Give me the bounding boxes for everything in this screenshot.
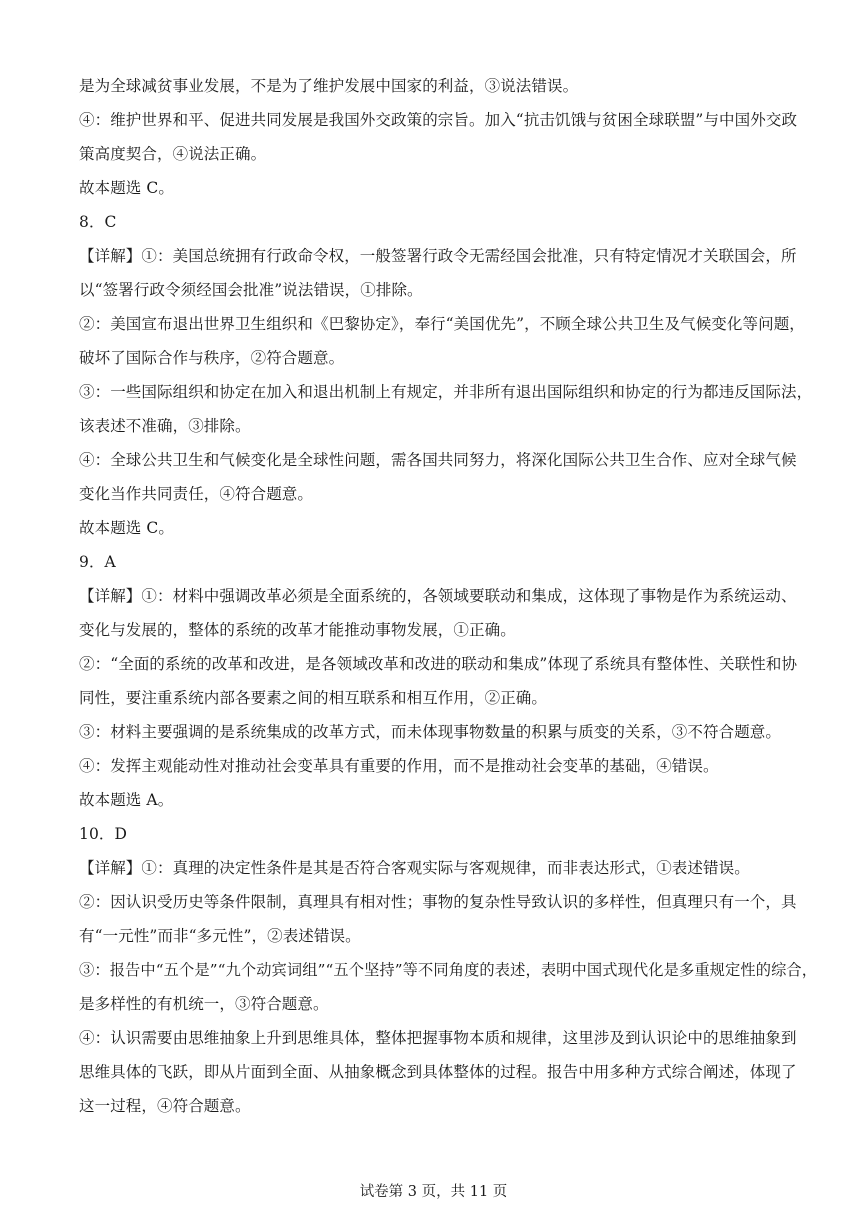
text-line: ④：全球公共卫生和气候变化是全球性问题，需各国共同努力，将深化国际公共卫生合作、应对全球气候 — [79, 451, 797, 469]
text-line: ④：维护世界和平、促进共同发展是我国外交政策的宗旨。加入“抗击饥饿与贫困全球联盟”与中国外交政 — [79, 111, 798, 129]
text-line: 以“签署行政令须经国会批准”说法错误，①排除。 — [79, 281, 423, 299]
text-line: 变化当作共同责任，④符合题意。 — [79, 485, 314, 503]
text-line: 变化与发展的，整体的系统的改革才能推动事物发展，①正确。 — [79, 621, 516, 639]
text-line: ③：材料主要强调的是系统集成的改革方式，而未体现事物数量的积累与质变的关系，③不符合题意。 — [79, 723, 782, 741]
question-number: 9．A — [79, 553, 116, 571]
question-number: 10．D — [79, 825, 128, 843]
text-line: 有“一元性”而非“多元性”，②表述错误。 — [79, 927, 361, 945]
answer-conclusion: 故本题选 C。 — [79, 519, 174, 537]
text-line: 是为全球减贫事业发展，不是为了维护发展中国家的利益，③说法错误。 — [79, 77, 579, 95]
text-line: 这一过程，④符合题意。 — [79, 1097, 251, 1115]
text-line: ③：一些国际组织和协定在加入和退出机制上有规定，并非所有退出国际组织和协定的行为都违反国际法， — [79, 383, 813, 401]
page-footer: 试卷第 3 页，共 11 页 — [359, 1184, 508, 1200]
text-line: 同性，要注重系统内部各要素之间的相互联系和相互作用，②正确。 — [79, 689, 548, 707]
text-line: ②：“全面的系统的改革和改进，是各领域改革和改进的联动和集成”体现了系统具有整体性、关联性和协 — [79, 655, 798, 673]
text-line: 破坏了国际合作与秩序，②符合题意。 — [79, 349, 345, 367]
answer-conclusion: 故本题选 C。 — [79, 179, 174, 197]
text-line: 【详解】①：真理的决定性条件是其是否符合客观实际与客观规律，而非表达形式，①表述错误。 — [79, 859, 750, 877]
text-line: 【详解】①：美国总统拥有行政命令权，一般签署行政令无需经国会批准，只有特定情况才关联国会，所 — [79, 247, 797, 265]
text-line: ④：发挥主观能动性对推动社会变革具有重要的作用，而不是推动社会变革的基础，④错误。 — [79, 757, 719, 775]
text-line: ②：美国宣布退出世界卫生组织和《巴黎协定》，奉行“美国优先”，不顾全球公共卫生及气候变化等问题， — [79, 315, 805, 333]
text-line: 【详解】①：材料中强调改革必须是全面系统的，各领域要联动和集成，这体现了事物是作为系统运动、 — [79, 587, 797, 605]
text-line: ③：报告中“五个是”“九个动宾词组”“五个坚持”等不同角度的表述，表明中国式现代化是多重规定性的综合， — [79, 961, 818, 979]
text-line: 策高度契合，④说法正确。 — [79, 145, 267, 163]
question-number: 8．C — [79, 213, 117, 231]
text-line: 是多样性的有机统一，③符合题意。 — [79, 995, 329, 1013]
answer-conclusion: 故本题选 A。 — [79, 791, 174, 809]
text-line: 该表述不准确，③排除。 — [79, 417, 251, 435]
text-line: ②：因认识受历史等条件限制，真理具有相对性；事物的复杂性导致认识的多样性，但真理只有一个，具 — [79, 893, 797, 911]
text-line: 思维具体的飞跃，即从片面到全面、从抽象概念到具体整体的过程。报告中用多种方式综合阐述，体现了 — [79, 1063, 797, 1081]
text-line: ④：认识需要由思维抽象上升到思维具体，整体把握事物本质和规律，这里涉及到认识论中的思维抽象到 — [79, 1029, 797, 1047]
